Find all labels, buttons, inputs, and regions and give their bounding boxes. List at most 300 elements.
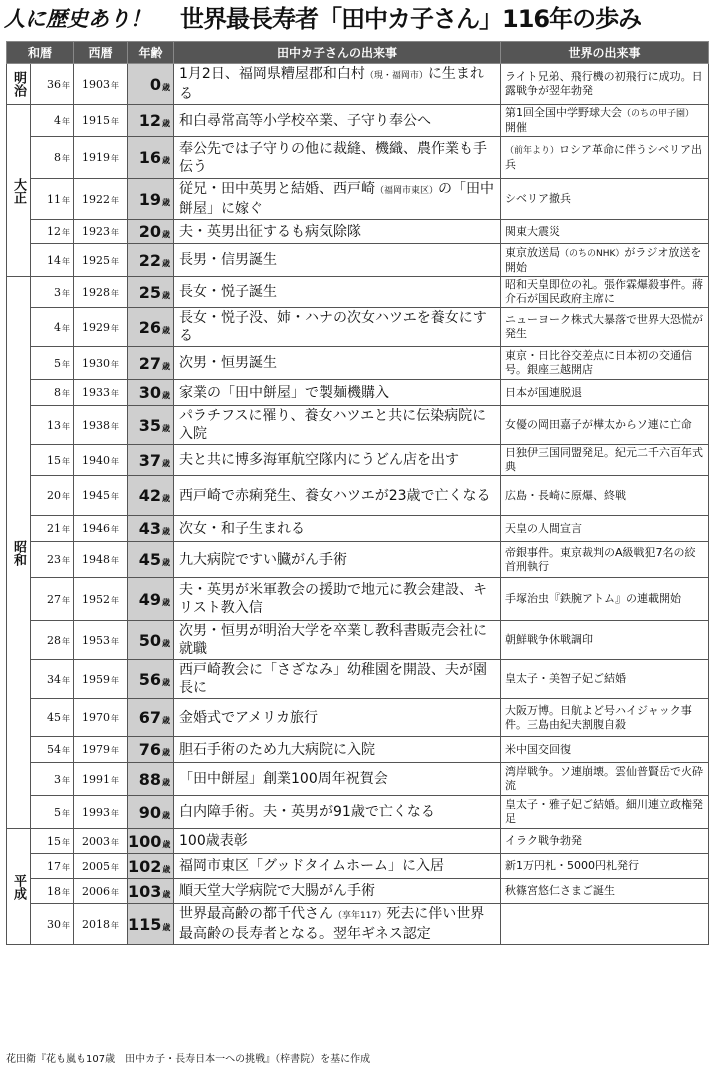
year-unit: 年	[111, 746, 120, 755]
year-unit: 年	[62, 920, 71, 930]
year-unit: 年	[62, 228, 71, 237]
year-unit: 年	[62, 525, 71, 534]
seireki-cell	[74, 578, 128, 621]
age-unit: 歳	[162, 230, 171, 239]
table-row	[7, 737, 709, 763]
age-cell	[128, 64, 174, 105]
age-unit: 歳	[162, 638, 171, 648]
event: 長男・信男誕生	[179, 252, 278, 268]
world-event-cell	[501, 763, 709, 796]
age-unit: 歳	[162, 677, 171, 687]
age-cell	[128, 854, 174, 879]
seireki-value: 1945	[82, 489, 111, 502]
seireki-value: 1953	[82, 633, 111, 647]
event: 白内障手術。夫・英男が91歳で亡くなる	[179, 804, 435, 820]
year-unit: 年	[62, 359, 71, 369]
world: 女優の岡田嘉子が樺太からソ連に亡命	[505, 418, 692, 431]
world: 昭和天皇即位の礼。張作霖爆殺事件。蔣介石が国民政府主席に	[505, 278, 704, 305]
seireki-cell	[74, 244, 128, 277]
event-cell	[174, 179, 501, 220]
age-cell	[128, 179, 174, 220]
seireki-value: 1938	[82, 418, 111, 432]
table-row	[7, 829, 709, 854]
seireki-cell	[74, 621, 128, 660]
age-value: 50	[138, 630, 162, 650]
year-unit: 年	[111, 456, 120, 466]
world-small: （のちのNHK）	[560, 248, 625, 259]
wareki-cell	[31, 854, 74, 879]
seireki-value: 2018	[82, 917, 111, 931]
header-events: 田中カ子さんの出来事	[174, 42, 501, 64]
event-cell	[174, 578, 501, 621]
event-cell	[174, 879, 501, 904]
age-value: 88	[138, 769, 162, 789]
year-unit: 年	[111, 492, 120, 501]
age-value: 115	[128, 914, 162, 934]
year-unit: 年	[111, 421, 120, 431]
year-unit: 年	[62, 675, 71, 685]
world: 日本が国連脱退	[505, 385, 583, 399]
age-cell	[128, 137, 174, 179]
wareki-value: 3	[54, 285, 62, 299]
wareki-value: 11	[47, 192, 62, 206]
age-unit: 歳	[162, 290, 171, 300]
seireki-value: 1928	[82, 285, 111, 299]
world-small: （のちの甲子園）	[622, 109, 695, 119]
table-row	[7, 220, 709, 244]
event-tail: の「田中餅屋」に嫁ぐ	[179, 181, 495, 217]
world: 皇太子・雅子妃ご結婚。細川連立政権発足	[505, 798, 704, 825]
table-row	[7, 542, 709, 578]
event: 和白尋常高等小学校卒業、子守り奉公へ	[179, 112, 432, 129]
seireki-cell	[74, 137, 128, 179]
event-cell	[174, 763, 501, 796]
world-event-cell	[501, 699, 709, 737]
year-unit: 年	[111, 862, 120, 872]
age-value: 42	[138, 486, 162, 505]
world: 東京・日比谷交差点に日本初の交通信号。銀座三越開店	[505, 349, 693, 376]
year-unit: 年	[111, 323, 120, 333]
age-value: 0	[149, 74, 162, 94]
world: 手塚治虫『鉄腕アトム』の連載開始	[505, 592, 682, 605]
world-event-cell	[501, 244, 709, 277]
seireki-value: 2005	[82, 859, 111, 873]
world-tail: がラジオ放送を開始	[505, 245, 702, 274]
event: 夫・英男が米軍教会の援助で地元に教会建設、キリスト教入信	[179, 582, 488, 616]
age-value: 43	[138, 519, 162, 538]
event: 夫・英男出征するも病気除隊	[179, 223, 362, 240]
table-row	[7, 380, 709, 406]
seireki-value: 1929	[82, 320, 111, 334]
wareki-cell	[31, 621, 74, 660]
event-cell	[174, 516, 501, 542]
world-event-cell	[501, 179, 709, 220]
world-event-cell	[501, 737, 709, 763]
seireki-value: 1948	[82, 553, 111, 566]
table-row	[7, 277, 709, 308]
year-unit: 年	[62, 456, 71, 466]
wareki-cell	[31, 347, 74, 380]
age-value: 22	[138, 250, 162, 270]
age-cell	[128, 904, 174, 945]
wareki-cell	[31, 829, 74, 854]
table-row	[7, 347, 709, 380]
age-value: 102	[128, 856, 162, 876]
seireki-cell	[74, 308, 128, 347]
seireki-cell	[74, 737, 128, 763]
world-event-cell	[501, 347, 709, 380]
year-unit: 年	[62, 492, 71, 501]
age-unit: 歳	[162, 748, 171, 757]
age-cell	[128, 244, 174, 277]
wareki-value: 34	[47, 672, 62, 686]
wareki-cell	[31, 308, 74, 347]
wareki-cell	[31, 179, 74, 220]
year-unit: 年	[111, 920, 120, 930]
age-unit: 歳	[162, 889, 171, 899]
age-unit: 歳	[162, 391, 171, 400]
wareki-value: 17	[47, 859, 62, 873]
world-event-cell	[501, 829, 709, 854]
event: 従兄・田中英男と結婚、西戸崎	[179, 181, 376, 197]
age-cell	[128, 347, 174, 380]
world-event-cell	[501, 476, 709, 516]
table-row	[7, 621, 709, 660]
seireki-value: 1952	[82, 592, 111, 606]
table-row	[7, 308, 709, 347]
age-unit: 歳	[162, 922, 171, 932]
wareki-value: 54	[47, 743, 62, 756]
table-row	[7, 137, 709, 179]
event-cell	[174, 796, 501, 829]
seireki-value: 2003	[82, 834, 111, 848]
seireki-cell	[74, 476, 128, 516]
era-cell: 大正	[7, 105, 31, 277]
event: 夫と共に博多海軍航空隊内にうどん店を出す	[179, 452, 460, 468]
seireki-cell	[74, 516, 128, 542]
event-cell	[174, 829, 501, 854]
table-row	[7, 699, 709, 737]
event: 家業の「田中餅屋」で製麺機購入	[179, 384, 390, 401]
era-cell: 明治	[7, 64, 31, 105]
seireki-value: 1946	[82, 522, 111, 535]
seireki-cell	[74, 879, 128, 904]
year-unit: 年	[111, 525, 120, 534]
world: シベリア撤兵	[505, 192, 572, 205]
seireki-value: 1979	[82, 743, 111, 756]
table-row	[7, 445, 709, 476]
wareki-cell	[31, 763, 74, 796]
event-cell	[174, 406, 501, 445]
age-cell	[128, 542, 174, 578]
header-seireki: 西暦	[74, 42, 128, 64]
world: 秋篠宮悠仁さまご誕生	[505, 884, 616, 897]
wareki-cell	[31, 904, 74, 945]
year-unit: 年	[62, 556, 71, 565]
year-unit: 年	[111, 389, 120, 398]
event-cell	[174, 277, 501, 308]
table-row	[7, 578, 709, 621]
age-unit: 歳	[162, 527, 171, 536]
event: 胆石手術のため九大病院に入院	[179, 741, 376, 758]
seireki-value: 1925	[82, 253, 111, 267]
year-unit: 年	[62, 636, 71, 646]
event-cell	[174, 699, 501, 737]
age-cell	[128, 406, 174, 445]
world: 朝鮮戦争休戦調印	[505, 633, 594, 646]
age-cell	[128, 796, 174, 829]
event: パラチフスに罹り、養女ハツエと共に伝染病院に入院	[179, 408, 487, 442]
wareki-cell	[31, 220, 74, 244]
event-cell	[174, 445, 501, 476]
wareki-value: 14	[47, 253, 62, 267]
event-cell	[174, 105, 501, 137]
year-unit: 年	[111, 80, 120, 90]
age-cell	[128, 308, 174, 347]
seireki-cell	[74, 904, 128, 945]
age-cell	[128, 105, 174, 137]
year-unit: 年	[62, 80, 71, 90]
wareki-value: 13	[47, 418, 62, 432]
year-unit: 年	[62, 421, 71, 431]
world-event-cell	[501, 854, 709, 879]
seireki-value: 1930	[82, 356, 111, 370]
age-value: 19	[138, 189, 162, 209]
event-cell	[174, 621, 501, 660]
world-event-cell	[501, 578, 709, 621]
source-credit: 花田衛『花も嵐も107歳 田中カ子・長寿日本一への挑戦』（梓書院）を基に作成	[6, 1054, 371, 1065]
year-unit: 年	[111, 154, 120, 163]
table-row	[7, 244, 709, 277]
event: 次男・恒男誕生	[179, 355, 278, 371]
age-cell	[128, 879, 174, 904]
age-unit: 歳	[162, 458, 171, 468]
wareki-cell	[31, 660, 74, 699]
table-body	[7, 64, 709, 945]
age-cell	[128, 220, 174, 244]
table-row	[7, 406, 709, 445]
wareki-value: 12	[47, 225, 62, 238]
event-cell	[174, 380, 501, 406]
event: 次男・恒男が明治大学を卒業し教科書販売会社に就職	[179, 623, 488, 657]
wareki-cell	[31, 542, 74, 578]
event: 金婚式でアメリカ旅行	[179, 709, 319, 726]
year-unit: 年	[62, 808, 71, 818]
age-value: 45	[138, 550, 162, 569]
seireki-value: 1915	[82, 114, 111, 127]
table-row	[7, 64, 709, 105]
event-cell	[174, 476, 501, 516]
wareki-cell	[31, 737, 74, 763]
age-unit: 歳	[162, 810, 171, 820]
age-unit: 歳	[162, 361, 171, 371]
seireki-cell	[74, 380, 128, 406]
world-event-cell	[501, 904, 709, 945]
age-unit: 歳	[162, 777, 171, 787]
wareki-value: 5	[54, 356, 62, 370]
event-cell	[174, 347, 501, 380]
wareki-value: 23	[47, 553, 62, 566]
event: 順天堂大学病院で大腸がん手術	[179, 883, 376, 899]
year-unit: 年	[111, 117, 120, 126]
age-value: 16	[138, 148, 162, 167]
age-value: 49	[138, 589, 162, 609]
world: 新1万円札・5000円札発行	[505, 859, 640, 872]
age-value: 100	[128, 831, 162, 851]
world: 帝銀事件。東京裁判のA級戦犯7名の絞首刑執行	[505, 545, 696, 573]
wareki-value: 5	[54, 805, 62, 819]
table-row	[7, 763, 709, 796]
seireki-cell	[74, 105, 128, 137]
year-unit: 年	[111, 887, 120, 897]
seireki-value: 1903	[82, 77, 111, 91]
event-cell	[174, 244, 501, 277]
age-unit: 歳	[162, 156, 171, 165]
event-tail: 死去に伴い世界最高齢の長寿者となる。翌年ギネス認定	[179, 906, 485, 942]
year-unit: 年	[111, 228, 120, 237]
world-event-cell	[501, 542, 709, 578]
year-unit: 年	[62, 714, 71, 723]
year-unit: 年	[111, 359, 120, 369]
wareki-value: 4	[54, 114, 62, 127]
page-title	[0, 0, 714, 40]
wareki-cell	[31, 879, 74, 904]
table-row	[7, 796, 709, 829]
year-unit: 年	[62, 117, 71, 126]
age-unit: 歳	[162, 839, 171, 849]
world-event-cell	[501, 660, 709, 699]
age-value: 12	[138, 111, 162, 130]
age-unit: 歳	[162, 494, 171, 503]
age-unit: 歳	[162, 119, 171, 128]
world: 米中国交回復	[505, 742, 572, 756]
year-unit: 年	[111, 256, 120, 266]
event-cell	[174, 308, 501, 347]
age-value: 56	[138, 669, 162, 689]
world-tail: 開催	[505, 121, 528, 134]
age-value: 26	[138, 317, 162, 337]
age-cell	[128, 578, 174, 621]
event: 長女・悦子誕生	[179, 284, 278, 300]
year-unit: 年	[62, 256, 71, 266]
world: 湾岸戦争。ソ連崩壊。雲仙普賢岳で火砕流	[505, 765, 704, 792]
year-unit: 年	[62, 775, 71, 785]
age-unit: 歳	[162, 558, 171, 567]
seireki-cell	[74, 64, 128, 105]
event-cell	[174, 64, 501, 105]
age-unit: 歳	[162, 716, 171, 725]
age-unit: 歳	[162, 325, 171, 335]
event-cell	[174, 542, 501, 578]
wareki-value: 15	[47, 453, 62, 467]
age-cell	[128, 829, 174, 854]
world: 大阪万博。日航よど号ハイジャック事件。三島由紀夫割腹自殺	[505, 703, 692, 731]
age-unit: 歳	[162, 597, 171, 607]
seireki-cell	[74, 763, 128, 796]
title-prefix: 人に歴史あり！	[4, 6, 151, 31]
year-unit: 年	[111, 714, 120, 723]
seireki-cell	[74, 347, 128, 380]
event: 西戸崎教会に「さざなみ」幼稚園を開設、夫が園長に	[179, 662, 488, 696]
header-era: 和暦	[7, 42, 74, 64]
year-unit: 年	[62, 746, 71, 755]
world: ロシア革命に伴うシベリア出兵	[505, 143, 703, 171]
age-cell	[128, 516, 174, 542]
header-world: 世界の出来事	[501, 42, 709, 64]
table-row	[7, 105, 709, 137]
age-value: 30	[138, 383, 162, 402]
wareki-value: 21	[47, 522, 62, 535]
year-unit: 年	[111, 556, 120, 565]
world-event-cell	[501, 277, 709, 308]
seireki-value: 1919	[82, 151, 111, 164]
age-unit: 歳	[162, 423, 171, 433]
world: 日独伊三国同盟発足。紀元二千六百年式典	[505, 446, 704, 473]
age-value: 37	[138, 450, 162, 470]
seireki-cell	[74, 220, 128, 244]
table-row	[7, 179, 709, 220]
seireki-cell	[74, 660, 128, 699]
header-row	[7, 42, 709, 64]
age-cell	[128, 476, 174, 516]
seireki-value: 1933	[82, 386, 111, 399]
wareki-cell	[31, 137, 74, 179]
year-unit: 年	[111, 837, 120, 847]
year-unit: 年	[111, 288, 120, 298]
event-cell	[174, 220, 501, 244]
year-unit: 年	[62, 154, 71, 163]
age-unit: 歳	[162, 258, 171, 268]
seireki-cell	[74, 445, 128, 476]
wareki-cell	[31, 445, 74, 476]
age-value: 103	[128, 881, 162, 901]
seireki-cell	[74, 854, 128, 879]
world: 東京放送局	[505, 245, 561, 259]
age-cell	[128, 660, 174, 699]
seireki-value: 1970	[82, 711, 111, 724]
year-unit: 年	[62, 195, 71, 205]
seireki-value: 2006	[82, 884, 111, 898]
event: 次女・和子生まれる	[179, 520, 306, 537]
age-value: 25	[138, 282, 162, 302]
wareki-cell	[31, 105, 74, 137]
seireki-value: 1923	[82, 225, 111, 238]
wareki-cell	[31, 277, 74, 308]
year-unit: 年	[62, 389, 71, 398]
header-age: 年齢	[128, 42, 174, 64]
wareki-value: 28	[47, 633, 62, 647]
year-unit: 年	[111, 195, 120, 205]
table-row	[7, 879, 709, 904]
seireki-cell	[74, 699, 128, 737]
event: 「田中餅屋」創業100周年祝賀会	[179, 771, 388, 787]
world: イラク戦争勃発	[505, 834, 583, 847]
wareki-value: 45	[47, 711, 62, 724]
table-row	[7, 476, 709, 516]
seireki-value: 1959	[82, 672, 111, 686]
year-unit: 年	[62, 862, 71, 872]
event-small: （現・福岡市）	[364, 71, 428, 81]
age-cell	[128, 380, 174, 406]
event: 九大病院ですい臓がん手術	[179, 551, 348, 568]
age-unit: 歳	[162, 864, 171, 874]
world: 広島・長崎に原爆、終戦	[505, 488, 627, 502]
year-unit: 年	[62, 288, 71, 298]
year-unit: 年	[111, 595, 120, 605]
year-unit: 年	[62, 323, 71, 333]
world: 天皇の人間宣言	[505, 521, 583, 535]
event-cell	[174, 737, 501, 763]
